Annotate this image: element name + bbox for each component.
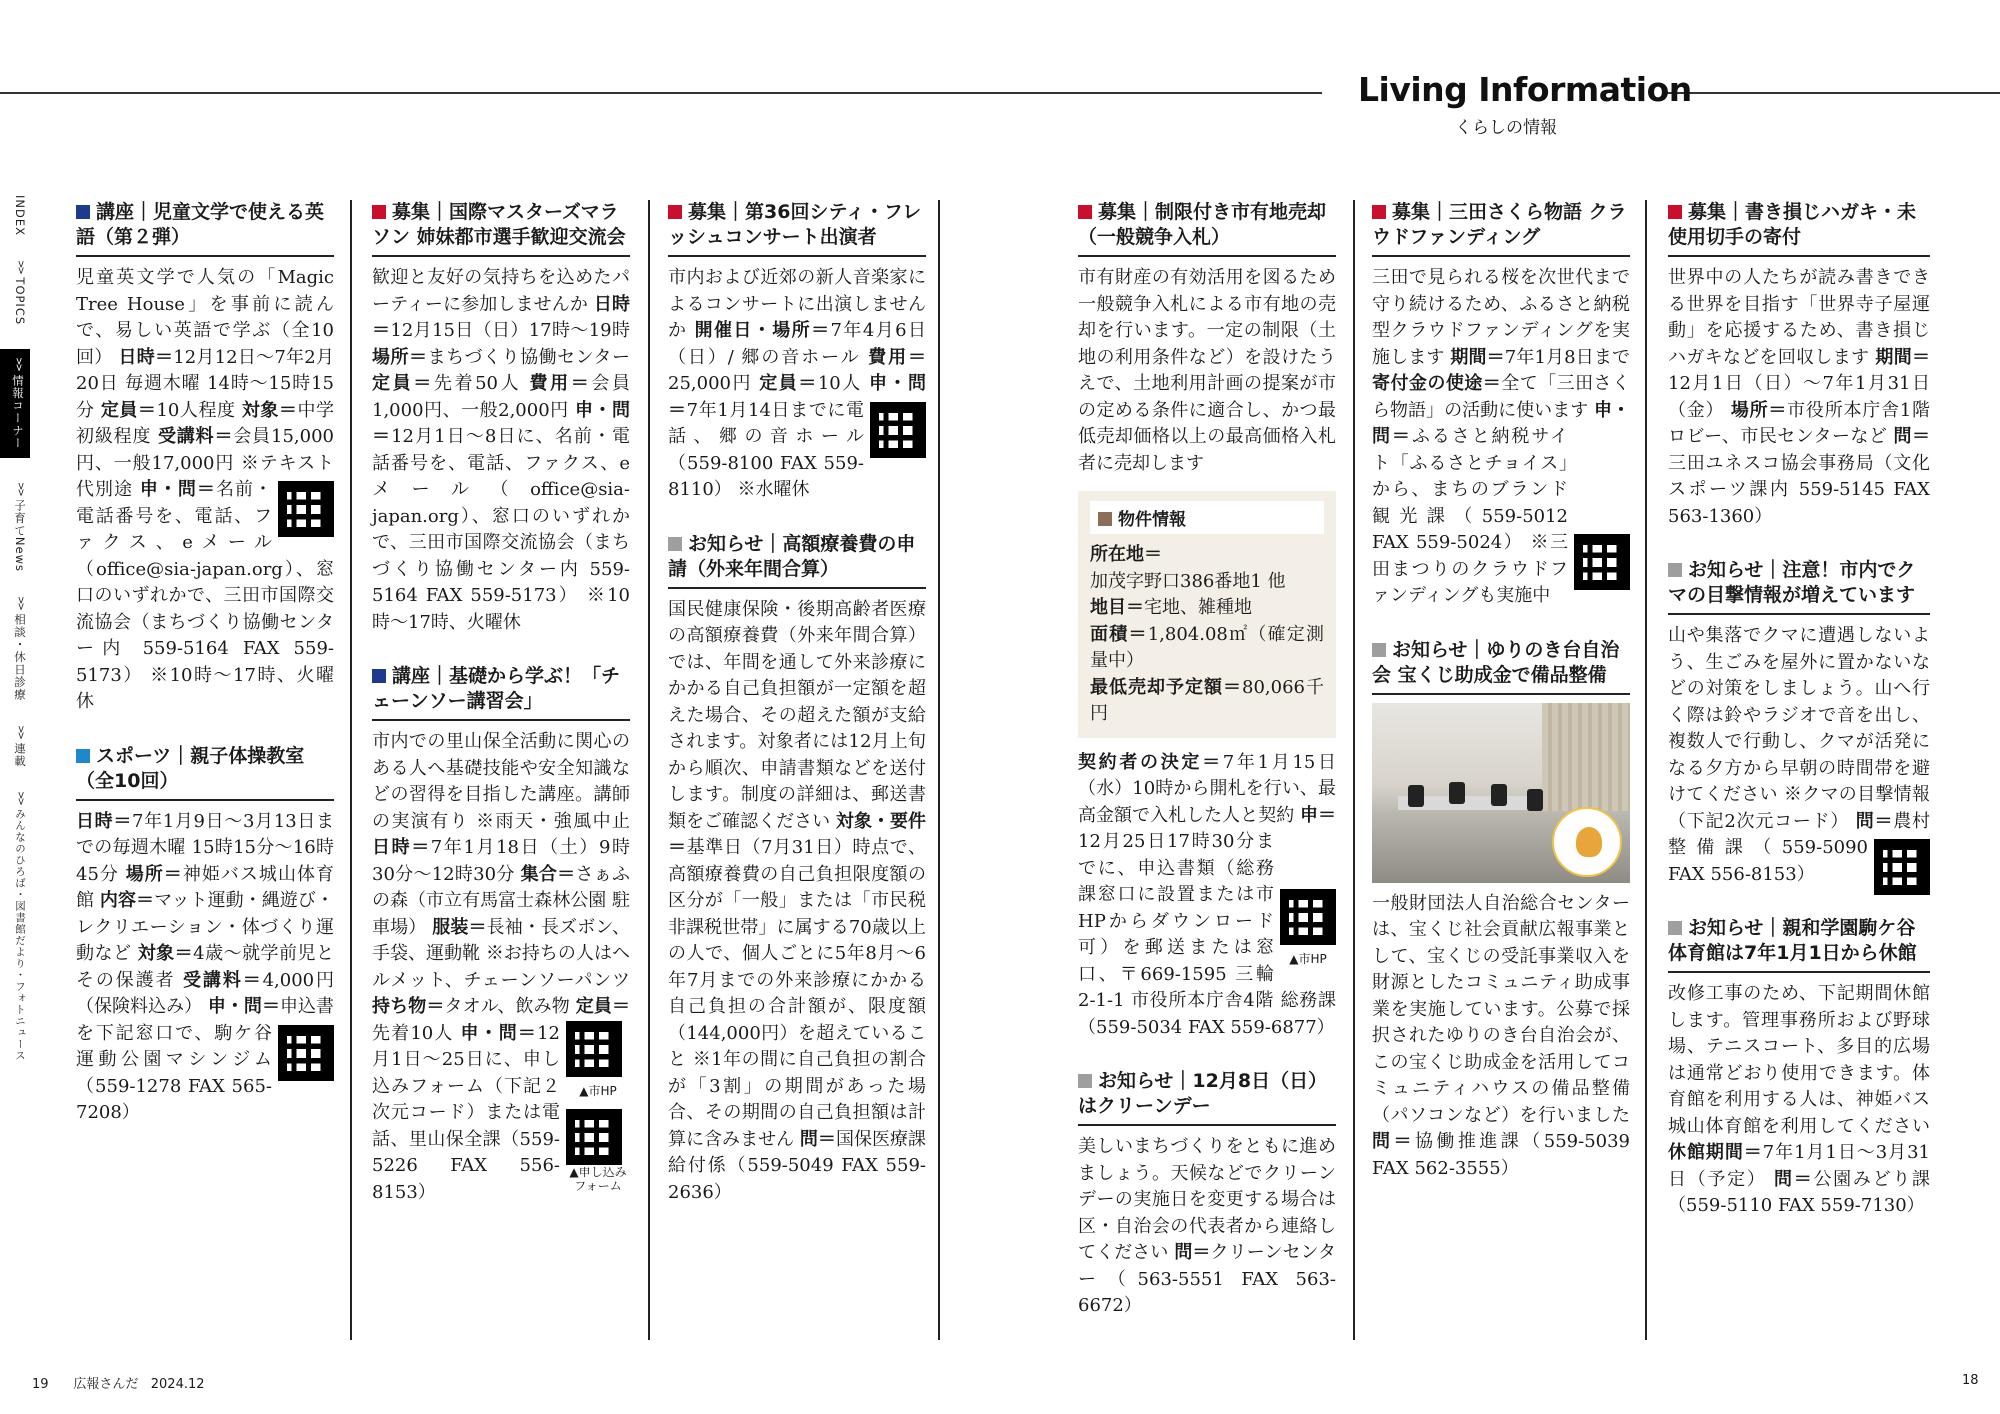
page-number-right: 18 — [1962, 1373, 1979, 1388]
article-postcard-donation — [1668, 200, 1930, 530]
article-chainsaw-course — [372, 664, 630, 1206]
article-body: 市内および近郊の新人音楽家によるコンサートに出演しませんか 開催日・場所＝7年4月6日（日）/ 郷の音ホール 費用＝25,000円 定員＝10人 申・問＝ 7年1月14日までに電話、郷の音ホール（559-8100 FAX 559-8110） ※水曜休 — [668, 267, 927, 500]
page-subtitle: くらしの情報 — [1455, 118, 1557, 138]
page-title: Living Information — [1358, 70, 1692, 109]
article-yurinokidai-grant — [1372, 638, 1630, 1183]
article-body: 児童英文学で人気の「Magic Tree House」を事前に読んで、易しい英語で学ぶ（全10回） 日時＝12月12日～7年2月20日 毎週木曜 14時～15時15分 定員＝10人程度 対象＝中学初級程度 受講料＝会員15,000円、一般17,000円 ※テキスト代別途 申・問＝ 名前・電話番号を、電話、ファクス、eメール（office@sia-japan.org）、窓口のいずれかで、三田市国際交流協会（まちづくり協働センター内 559-5164 FAX 559-5173） ※10時～17時、火曜休 — [76, 267, 335, 712]
column-divider — [938, 200, 940, 1340]
column-1 — [76, 200, 334, 1339]
article-heading: 募集｜第36回シティ・フレッシュコンサート出演者 — [668, 200, 926, 257]
takarakuji-logo-icon — [1552, 807, 1622, 877]
nav-info-corner[interactable]: >> 情報コーナー — [0, 349, 30, 457]
column-5 — [1372, 200, 1630, 1339]
article-body: 改修工事のため、下記期間休館します。管理事務所および野球場、テニスコート、多目的広場は通常どおり使用できます。体育館を利用する人は、神姫バス城山体育館を利用してください 休館期間＝7年1月1日～3月31日（予定） 問＝公園みどり課（559-5110 FAX 559-7130） — [1668, 983, 1931, 1216]
header-rule-left — [0, 92, 1322, 94]
article-body: 世界中の人たちが読み書きできる世界を目指す「世界寺子屋運動」を応援するため、書き損じハガキなどを回収します 期間＝12月1日（日）～7年1月31日（金） 場所＝市役所本庁舎1階ロビー、市民センターなど 問＝三田ユネスコ協会事務局（文化スポーツ課内 559-5145 FAX 563-1360） — [1668, 267, 1931, 527]
article-heading: 募集｜国際マスターズマラソン 姉妹都市選手歓迎交流会 — [372, 200, 630, 257]
article-body: 三田で見られる桜を次世代まで守り続けるため、ふるさと納税型クラウドファンディングを実施します 期間＝7年1月8日まで 寄付金の使途＝全て「三田さくら物語」の活動に使います 申・問＝ ふるさと納税サイト「ふるさとチョイス」から、まちのブランド観光課（559-5012 FAX 559-5024） ※三田まつりのクラウドファンディングも実施中 — [1372, 267, 1631, 606]
article-body: 美しいまちづくりをともに進めましょう。天候などでクリーンデーの実施日を変更する場合は区・自治会の代表者から連絡してください 問＝クリーンセンター（563-5551 FAX 563-6672） — [1078, 1136, 1337, 1316]
category-marker-icon — [1372, 205, 1386, 219]
article-heading: 募集｜三田さくら物語 クラウドファンディング — [1372, 200, 1630, 257]
category-marker-icon — [1078, 1074, 1092, 1088]
article-marathon-reception — [372, 200, 630, 636]
page-number-left: 19 — [32, 1377, 49, 1392]
article-land-sale — [1078, 200, 1336, 1041]
qr-code-icon[interactable] — [1874, 839, 1930, 895]
article-gym-closure — [1668, 916, 1930, 1220]
header-rule-right — [1665, 92, 2000, 94]
article-heading: お知らせ｜親和学園駒ケ谷体育館は7年1月1日から休館 — [1668, 916, 1930, 973]
qr-code-city-hp[interactable]: ▲市HP — [1280, 889, 1336, 972]
article-fresh-concert — [668, 200, 926, 504]
nav-rensai[interactable]: >> 連載 — [13, 724, 27, 767]
article-clean-day — [1078, 1069, 1336, 1320]
column-2 — [372, 200, 630, 1339]
article-body: 市有財産の有効活用を図るため一般競争入札による市有地の売却を行います。一定の制限（土地の利用条件など）を設けたうえで、土地利用計画の提案が市の定める条件に適合し、かつ最低売却価格以上の最高価格入札者に売却します — [1078, 267, 1336, 474]
column-divider — [648, 200, 650, 1340]
category-marker-icon — [76, 205, 90, 219]
publication-name: 広報さんだ — [73, 1377, 139, 1392]
article-heading: お知らせ｜高額療養費の申請（外来年間合算） — [668, 532, 926, 589]
qr-code-icon[interactable] — [1574, 534, 1630, 590]
article-heading: お知らせ｜ゆりのき台自治会 宝くじ助成金で備品整備 — [1372, 638, 1630, 695]
footer-left — [32, 1373, 205, 1392]
category-marker-icon — [668, 537, 682, 551]
article-parent-child-gym — [76, 744, 334, 1127]
category-marker-icon — [372, 669, 386, 683]
nav-kosodate-news[interactable]: >> 子育てNews — [13, 481, 27, 572]
article-bear-warning — [1668, 558, 1930, 888]
article-body: 一般財団法人自治総合センターは、宝くじ社会貢献広報事業として、宝くじの受託事業収入を財源としたコミュニティ助成事業を実施しています。公募で採択されたゆりのき台自治会が、この宝くじ助成金を活用してコミュニティハウスの備品整備（パソコンなど）を行いました 問＝協働推進課（559-5039 FAX 562-3555） — [1372, 892, 1630, 1179]
article-heading: スポーツ｜親子体操教室（全10回） — [76, 744, 334, 801]
category-marker-icon — [372, 205, 386, 219]
article-heading: 講座｜基礎から学ぶ！「チェーンソー講習会」 — [372, 664, 630, 721]
column-divider — [350, 200, 352, 1340]
article-body: 山や集落でクマに遭遇しないよう、生ごみを屋外に置かないなどの対策をしましょう。山へ行く際は鈴やラジオで音を出し、複数人で行動し、クマが活発になる夕方から早朝の時間帯を避けてください ※クマの目撃情報（下記2次元コード） 問＝ 農村整備課（559-5090 FAX 556-8153） — [1668, 623, 1930, 888]
qr-code-city-hp[interactable]: ▲市HP ▲申し込みフォーム — [566, 1021, 630, 1194]
article-heading: お知らせ｜12月8日（日）はクリーンデー — [1078, 1069, 1336, 1126]
article-heading: 募集｜制限付き市有地売却（一般競争入札） — [1078, 200, 1336, 257]
property-info-body: 所在地＝ 加茂字野口386番地1 他 地目＝宅地、雑種地 面積＝1,804.08㎡（確定測量中） 最低売却予定額＝80,066千円 — [1090, 544, 1325, 724]
article-kids-english — [76, 200, 334, 716]
article-heading: 募集｜書き損じハガキ・未使用切手の寄付 — [1668, 200, 1930, 257]
nav-topics[interactable]: >> TOPICS — [13, 260, 27, 326]
community-house-photo — [1372, 703, 1630, 883]
article-medical-expense — [668, 532, 926, 1207]
side-index-nav — [12, 195, 46, 1085]
article-body: 市内での里山保全活動に関心のある人へ基礎技能や安全知識などの習得を目指した講座。講師の実演有り ※雨天・強風中止 日時＝7年1月18日（土）9時30分～12時30分 集合＝さぁふの森（市立有馬富士森林公園 駐車場） 服装＝長袖・長ズボン、手袋、運動靴 ※お持ちの人はヘルメット、チェーンソーパンツ 持ち物＝タオル、飲み物 定員＝ ▲市HP ▲申し込みフォーム 先着10人 申・問＝12月1日～25日に、申し込みフォーム（下記２次元コード）または電話、里山保全課（559-5226 FAX 556-8153） — [372, 731, 631, 1203]
article-body: 国民健康保険・後期高齢者医療の高額療養費（外来年間合算）では、年間を通して外来診療にかかる自己負担額が一定額を超えた場合、その超えた額が支給されます。対象者には12月上旬から順次、申請書類などを送付します。制度の詳細は、郵送書類をご確認ください 対象・要件＝基準日（7月31日）時点で、高額療養費の自己負担限度額の区分が「一般」または「市民税非課税世帯」に属する70歳以上の人で、個人ごとに5年8月～6年7月までの外来診療にかかる自己負担の合計額が、限度額（144,000円）を超えていること ※1年の間に自己負担の割合が「3割」の期間があった場合、その期間の自己負担額は計算に含みません 問＝国保医療課給付係（559-5049 FAX 559-2636） — [668, 598, 927, 1203]
category-marker-icon — [1668, 563, 1682, 577]
column-6 — [1668, 200, 1930, 1339]
qr-code-icon[interactable] — [870, 402, 926, 458]
category-marker-icon — [1098, 512, 1112, 526]
column-4 — [1078, 200, 1336, 1339]
article-sakura-crowdfunding — [1372, 200, 1630, 610]
issue-date: 2024.12 — [150, 1377, 205, 1392]
category-marker-icon — [1372, 643, 1386, 657]
qr-code-icon — [566, 1109, 622, 1165]
qr-code-icon[interactable] — [278, 481, 334, 537]
category-marker-icon — [76, 749, 90, 763]
article-body: 契約者の決定＝7年1月15日（水）10時から開札を行い、最高金額で入札した人と契約 申＝ ▲市HP 12月25日17時30分までに、申込書類（総務課窓口に設置または市HPからダウンロード可）を郵送または窓口、〒669-1595 三輪2-1-1 市役所本庁舎4階 総務課（559-5034 FAX 559-6877） — [1078, 751, 1337, 1038]
article-body: 歓迎と友好の気持ちを込めたパーティーに参加しませんか 日時＝12月15日（日）17時～19時 場所＝まちづくり協働センター 定員＝先着50人 費用＝会員1,000円、一般2,000円 申・問＝12月1日～8日に、名前・電話番号を、電話、ファクス、eメール（office@sia-japan.org）、窓口のいずれかで、三田市国際交流協会（まちづくり協働センター内 559-5164 FAX 559-5173） ※10時～17時、火曜休 — [372, 267, 631, 633]
qr-code-icon — [1280, 889, 1336, 945]
article-heading: 講座｜児童文学で使える英語（第２弾） — [76, 200, 334, 257]
category-marker-icon — [1668, 205, 1682, 219]
nav-minna-hiroba[interactable]: >> みんなのひろば・図書館だより・フォトニュース — [14, 790, 26, 1062]
article-body: 日時＝7年1月9日～3月13日までの毎週木曜 15時15分～16時45分 場所＝神姫バス城山体育館 内容＝マット運動・縄遊び・レクリエーション・体づくり運動など 対象＝4歳～就学前児とその保護者 受講料＝4,000円（保険料込み） 申・問＝ 申込書を下記窓口で、駒ケ谷運動公園マシンジム（559-1278 FAX 565-7208） — [76, 810, 335, 1123]
nav-soudan[interactable]: >> 相談・休日診療 — [13, 595, 27, 701]
article-heading: お知らせ｜注意！市内でクマの目撃情報が増えています — [1668, 558, 1930, 615]
property-info-box — [1078, 491, 1336, 738]
qr-code-icon[interactable] — [278, 1025, 334, 1081]
category-marker-icon — [1078, 205, 1092, 219]
column-3 — [668, 200, 926, 1339]
column-divider — [1353, 200, 1355, 1340]
category-marker-icon — [1668, 921, 1682, 935]
property-info-heading: 物件情報 — [1090, 501, 1324, 534]
column-divider — [1645, 200, 1647, 1340]
qr-code-icon — [566, 1021, 622, 1077]
nav-index[interactable]: INDEX — [13, 195, 27, 236]
category-marker-icon — [668, 205, 682, 219]
